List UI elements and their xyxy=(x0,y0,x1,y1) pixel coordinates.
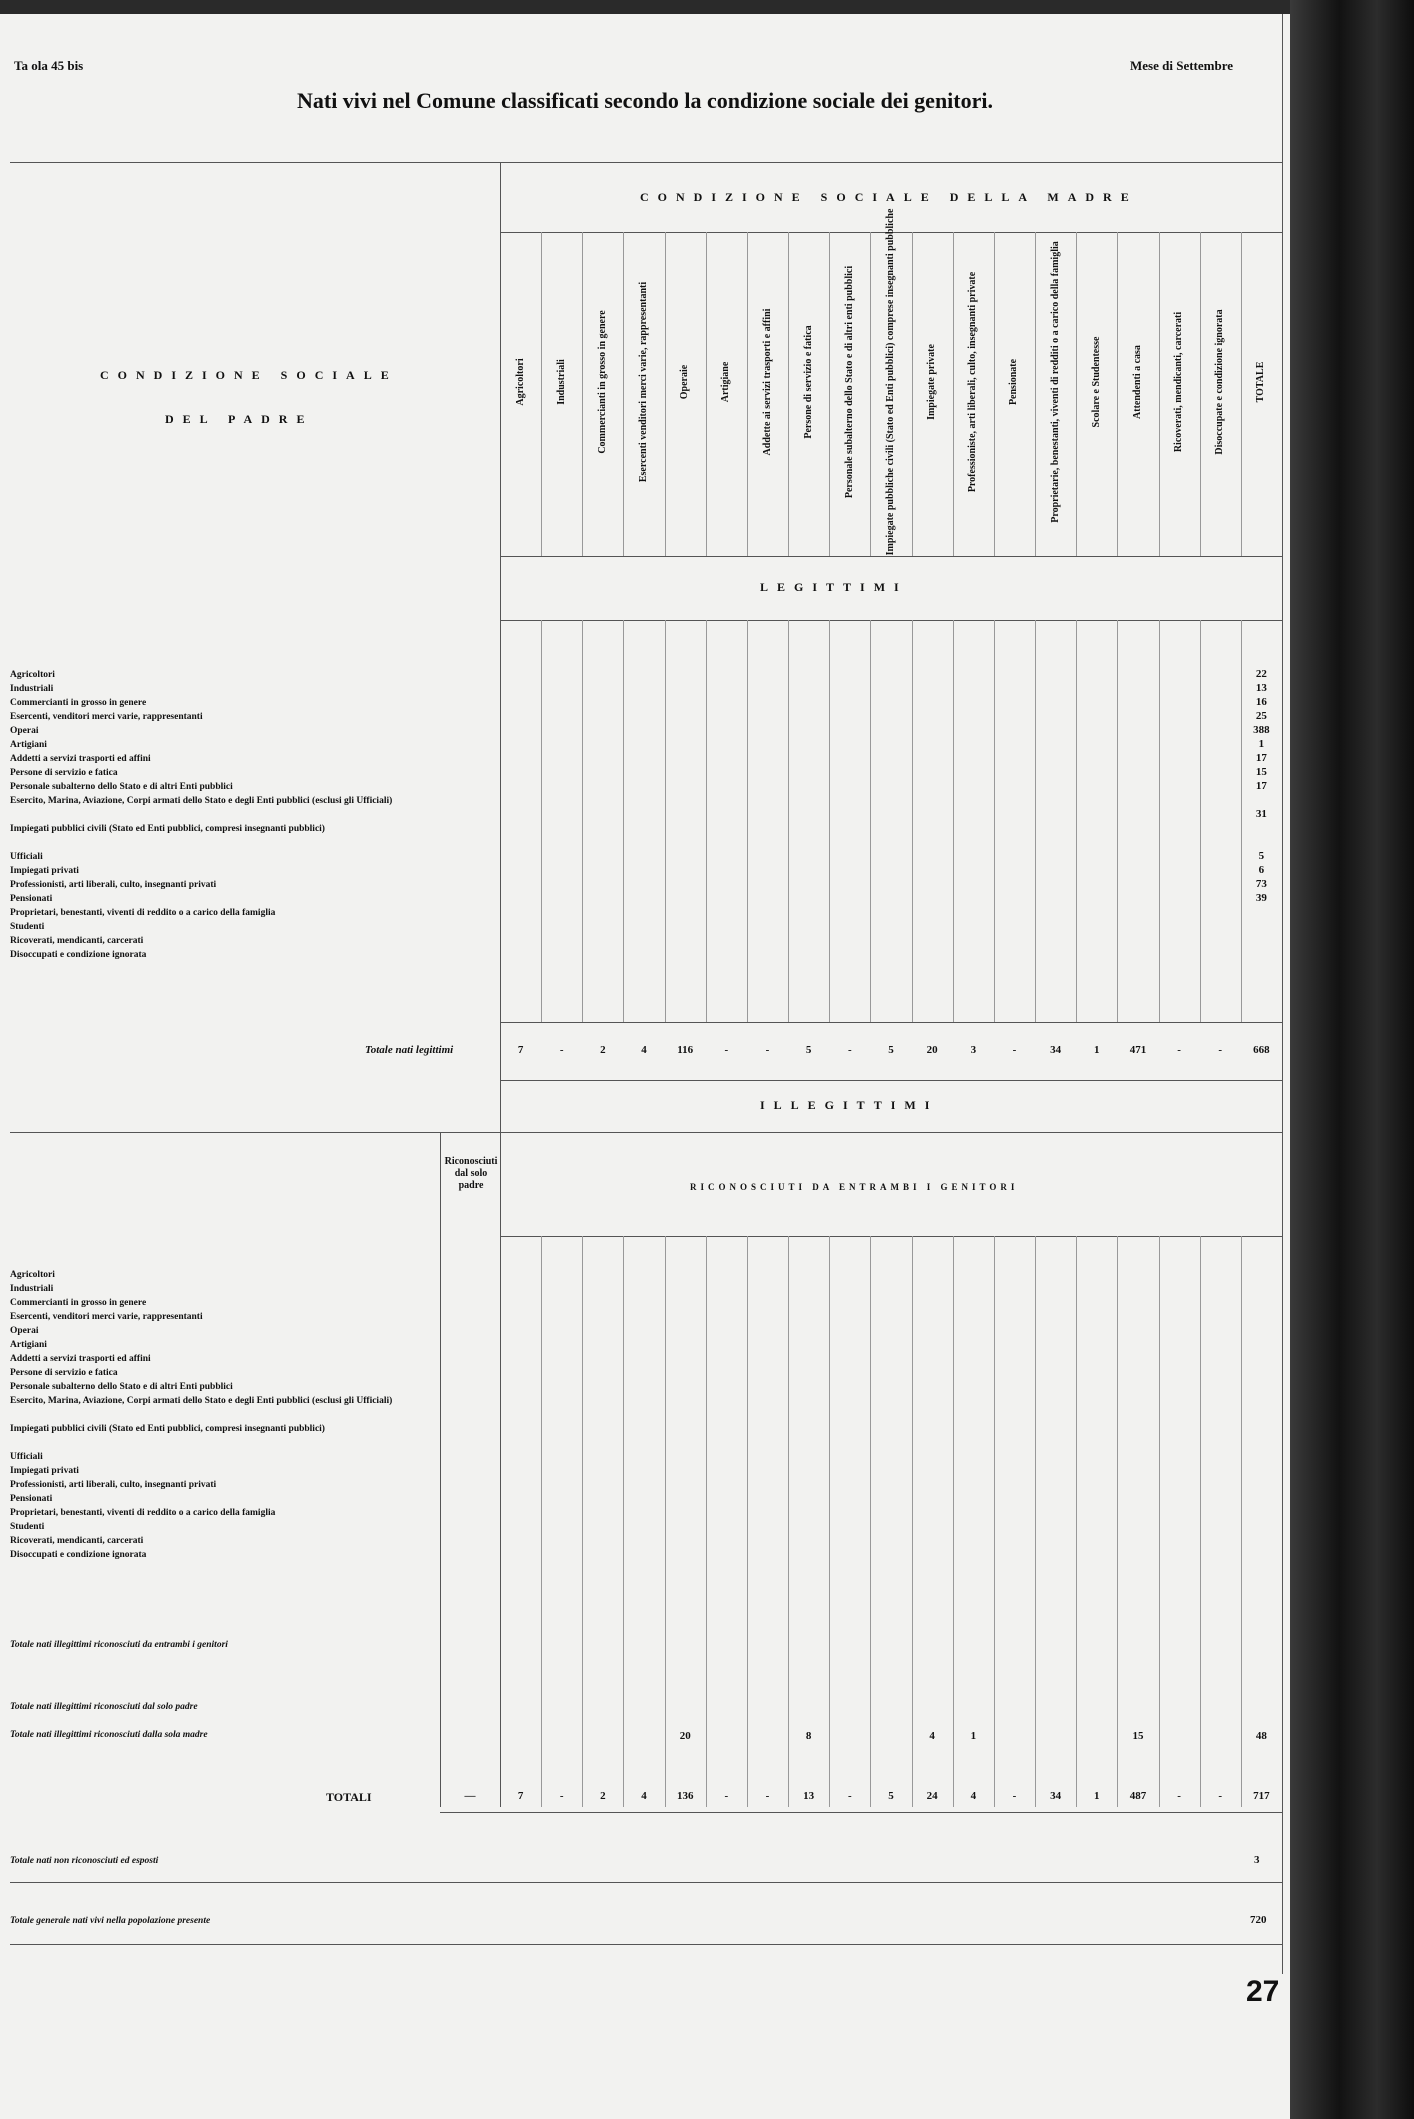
grand-total-label: Totale generale nati vivi nella popolazione presente xyxy=(10,1916,211,1926)
mother-column-header xyxy=(1035,232,1076,532)
row-label: Proprietari, benestanti, viventi di reddito o a carico della famiglia xyxy=(10,908,276,918)
mother-column-header-label: Esercenti venditori merci varie, rappresentanti xyxy=(638,281,650,483)
mother-column-header-label: Operaie xyxy=(679,364,691,400)
mother-total-label: Totale nati illegittimi riconosciuti dalla sola madre xyxy=(10,1730,208,1740)
row-label: Esercito, Marina, Aviazione, Corpi armati dello Stato e degli Enti pubblici (esclusi gli Ufficiali) xyxy=(10,796,393,806)
rule xyxy=(1241,620,1242,1022)
page-title: Nati vivi nel Comune classificati secondo la condizione sociale dei genitori. xyxy=(296,88,993,113)
table-cell: 116 xyxy=(677,1044,694,1056)
mother-column-header xyxy=(1159,232,1200,532)
book-spine-edge xyxy=(1290,0,1414,2119)
table-cell: - xyxy=(724,1044,729,1056)
rule xyxy=(1035,1236,1036,1807)
table-cell: 15 xyxy=(1255,766,1267,778)
row-label: Studenti xyxy=(10,1522,45,1532)
rule xyxy=(500,556,1282,557)
row-label: Impiegati pubblici civili (Stato ed Enti pubblici, compresi insegnanti pubblici) xyxy=(10,1424,325,1434)
table-cell: 1 xyxy=(1094,1044,1100,1056)
mother-column-header xyxy=(829,232,870,532)
table-cell: 6 xyxy=(1258,864,1265,876)
mother-column-header-label: TOTALE xyxy=(1255,361,1267,403)
rule xyxy=(665,1236,666,1807)
rule xyxy=(1117,1236,1118,1807)
table-cell: 4 xyxy=(641,1790,647,1802)
table-cell: 13 xyxy=(803,1790,815,1802)
rule xyxy=(829,620,830,1022)
table-cell: 5 xyxy=(1258,850,1265,862)
page-number: 27 xyxy=(1246,1975,1280,2008)
unrecognized-label: Totale nati non riconosciuti ed esposti xyxy=(10,1856,159,1866)
rule xyxy=(1241,1236,1242,1807)
mother-column-header-label: Commercianti in grosso in genere xyxy=(596,310,608,454)
rule xyxy=(870,1236,871,1807)
rule xyxy=(706,620,707,1022)
table-cell: 48 xyxy=(1255,1730,1267,1742)
row-label: Professionisti, arti liberali, culto, insegnanti privati xyxy=(10,1480,217,1490)
rule xyxy=(623,1236,624,1807)
rule xyxy=(994,232,995,556)
table-cell: 7 xyxy=(517,1790,524,1802)
row-label: Commercianti in grosso in genere xyxy=(10,698,147,708)
table-cell: 487 xyxy=(1129,1790,1147,1802)
table-cell: 1 xyxy=(1258,738,1265,750)
both-total-label: Totale nati illegittimi riconosciuti da entrambi i genitori xyxy=(10,1640,228,1650)
rule xyxy=(788,620,789,1022)
row-label: Ricoverati, mendicanti, carcerati xyxy=(10,936,144,946)
table-cell: 717 xyxy=(1253,1790,1270,1802)
mother-column-header xyxy=(1117,232,1158,532)
table-cell: 31 xyxy=(1255,808,1267,820)
row-label: Disoccupati e condizione ignorata xyxy=(10,1550,147,1560)
mother-column-header-label: Addette ai servizi trasporti e affini xyxy=(761,308,773,456)
rule xyxy=(912,620,913,1022)
mother-column-header xyxy=(1076,232,1117,532)
illegittimi-row-labels xyxy=(10,1268,430,1562)
table-cell: 17 xyxy=(1255,752,1267,764)
rule xyxy=(870,232,871,556)
table-cell: 4 xyxy=(641,1044,647,1056)
rule xyxy=(500,1236,1282,1237)
table-cell: 34 xyxy=(1050,1044,1062,1056)
rule xyxy=(500,620,1282,621)
grand-total-value: 720 xyxy=(1250,1914,1267,1926)
table-cell: - xyxy=(847,1790,852,1802)
table-cell: 388 xyxy=(1253,724,1270,736)
mother-column-header xyxy=(953,232,994,532)
table-cell: 136 xyxy=(676,1790,694,1802)
mother-column-header-label: Proprietarie, benestanti, viventi di redditi o a carico della famiglia xyxy=(1049,241,1061,523)
rule xyxy=(829,1236,830,1807)
rule xyxy=(10,162,1282,163)
mother-column-header-label: Industriali xyxy=(555,359,567,405)
father-heading-line2: DEL PADRE xyxy=(165,412,314,426)
table-cell: 16 xyxy=(1255,696,1267,708)
rule xyxy=(747,1236,748,1807)
legittimi-row-labels xyxy=(10,668,500,962)
rule xyxy=(541,232,542,556)
row-label: Persone di servizio e fatica xyxy=(10,768,118,778)
mother-column-header xyxy=(788,232,829,532)
both-parents-heading: RICONOSCIUTI DA ENTRAMBI I GENITORI xyxy=(690,1182,1019,1192)
table-number: Ta ola 45 bis xyxy=(14,58,84,73)
rule xyxy=(1200,1236,1201,1807)
table-cell: 8 xyxy=(805,1730,812,1742)
rule xyxy=(1076,620,1077,1022)
rule xyxy=(994,1236,995,1807)
rule xyxy=(1117,620,1118,1022)
rule xyxy=(10,1882,1282,1883)
mother-column-header-label: Ricoverati, mendicanti, carcerati xyxy=(1173,311,1185,453)
row-label: Esercenti, venditori merci varie, rappresentanti xyxy=(10,1312,203,1322)
row-label: Personale subalterno dello Stato e di altri Enti pubblici xyxy=(10,782,233,792)
rule xyxy=(1200,620,1201,1022)
rule xyxy=(912,1236,913,1807)
rule xyxy=(706,232,707,556)
mother-column-header xyxy=(747,232,788,532)
mother-heading: CONDIZIONE SOCIALE DELLA MADRE xyxy=(640,190,1138,204)
row-label: Agricoltori xyxy=(10,1270,55,1280)
table-cell: - xyxy=(1177,1790,1181,1802)
row-label: Operai xyxy=(10,1326,39,1336)
table-cell: 34 xyxy=(1050,1790,1062,1802)
table-cell: 5 xyxy=(888,1044,894,1056)
row-label: Artigiani xyxy=(10,1340,47,1350)
table-cell: — xyxy=(464,1790,476,1802)
row-label: Esercito, Marina, Aviazione, Corpi armati dello Stato e degli Enti pubblici (esclusi gli Ufficiali) xyxy=(10,1396,393,1406)
rule xyxy=(1159,620,1160,1022)
rule xyxy=(788,232,789,556)
table-cell: - xyxy=(1177,1044,1181,1056)
rule xyxy=(541,620,542,1022)
rule xyxy=(1117,232,1118,556)
rule xyxy=(1200,232,1201,556)
mother-column-header xyxy=(912,232,953,532)
table-cell: 22 xyxy=(1255,668,1267,680)
rule xyxy=(1159,232,1160,556)
rule xyxy=(1035,620,1036,1022)
rule xyxy=(1076,1236,1077,1807)
rule xyxy=(623,620,624,1022)
table-cell: 20 xyxy=(679,1730,691,1742)
legittimi-label: LEGITTIMI xyxy=(760,580,908,594)
mother-column-header xyxy=(665,232,706,532)
rule xyxy=(582,1236,583,1807)
rule xyxy=(440,1132,441,1807)
rule xyxy=(582,232,583,556)
row-label: Studenti xyxy=(10,922,45,932)
mother-column-header xyxy=(623,232,664,532)
rule xyxy=(953,232,954,556)
rule xyxy=(912,232,913,556)
table-cell: - xyxy=(1218,1044,1223,1056)
table-cell: 39 xyxy=(1255,892,1267,904)
table-cell: - xyxy=(1218,1790,1223,1802)
table-cell: 4 xyxy=(929,1730,935,1742)
mother-column-header-label: Agricoltori xyxy=(514,358,526,406)
table-cell: 13 xyxy=(1255,682,1267,694)
father-heading-line1: CONDIZIONE SOCIALE xyxy=(100,368,398,382)
table-cell: - xyxy=(1012,1044,1017,1056)
mother-column-header xyxy=(541,232,582,532)
table-cell: 24 xyxy=(926,1790,938,1802)
rule xyxy=(582,620,583,1022)
rule xyxy=(953,620,954,1022)
totali-label: TOTALI xyxy=(326,1790,372,1804)
table-cell: - xyxy=(847,1044,852,1056)
rule xyxy=(953,1236,954,1807)
table-cell: - xyxy=(765,1044,770,1056)
table-cell: 5 xyxy=(888,1790,894,1802)
rule xyxy=(665,232,666,556)
mother-column-header-label: Disoccupate e condizione ignorata xyxy=(1214,309,1226,455)
row-label: Impiegati privati xyxy=(10,866,79,876)
rule xyxy=(994,620,995,1022)
table-cell: 25 xyxy=(1255,710,1267,722)
rule xyxy=(747,620,748,1022)
rule xyxy=(500,1080,1282,1081)
rule xyxy=(1035,232,1036,556)
mother-column-header-label: Personale subalterno dello Stato e di altri enti pubblici xyxy=(843,265,855,499)
table-cell: - xyxy=(559,1790,564,1802)
row-label: Proprietari, benestanti, viventi di reddito o a carico della famiglia xyxy=(10,1508,276,1518)
row-label: Personale subalterno dello Stato e di altri Enti pubblici xyxy=(10,1382,233,1392)
row-label: Industriali xyxy=(10,1284,54,1294)
month-label: Mese di Settembre xyxy=(1130,58,1234,73)
rule xyxy=(747,232,748,556)
rule xyxy=(440,1812,1282,1813)
rule xyxy=(829,232,830,556)
mother-column-header xyxy=(994,232,1035,532)
row-label: Operai xyxy=(10,726,39,736)
table-cell: - xyxy=(1012,1790,1017,1802)
table-cell: 4 xyxy=(970,1790,977,1802)
row-label: Pensionati xyxy=(10,894,53,904)
father-total-label: Totale nati illegittimi riconosciuti dal solo padre xyxy=(10,1702,198,1712)
row-label: Impiegati privati xyxy=(10,1466,79,1476)
table-cell: - xyxy=(559,1044,564,1056)
table-cell: 2 xyxy=(600,1790,606,1802)
father-only-heading: Riconosciuti dal solo padre xyxy=(444,1156,498,1191)
table-cell: 7 xyxy=(517,1044,524,1056)
table-cell: 1 xyxy=(1094,1790,1100,1802)
row-label: Industriali xyxy=(10,684,54,694)
rule xyxy=(1076,232,1077,556)
row-label: Persone di servizio e fatica xyxy=(10,1368,118,1378)
row-label: Commercianti in grosso in genere xyxy=(10,1298,147,1308)
mother-column-header xyxy=(500,232,541,532)
table-cell: 20 xyxy=(926,1044,938,1056)
table-cell: - xyxy=(724,1790,729,1802)
rule xyxy=(706,1236,707,1807)
mother-column-header-label: Artigiane xyxy=(720,361,732,403)
row-label: Ricoverati, mendicanti, carcerati xyxy=(10,1536,144,1546)
mother-column-header-label: Pensionate xyxy=(1008,358,1020,406)
row-label: Pensionati xyxy=(10,1494,53,1504)
unrecognized-value: 3 xyxy=(1254,1854,1260,1866)
row-label: Ufficiali xyxy=(10,852,43,862)
page-top-edge xyxy=(0,0,1290,14)
rule xyxy=(1159,1236,1160,1807)
table-cell: 3 xyxy=(970,1044,977,1056)
table-cell: - xyxy=(765,1790,770,1802)
table-cell: 2 xyxy=(600,1044,606,1056)
rule xyxy=(541,1236,542,1807)
row-label: Addetti a servizi trasporti ed affini xyxy=(10,754,151,764)
illegittimi-label: ILLEGITTIMI xyxy=(760,1098,939,1112)
row-label: Agricoltori xyxy=(10,670,55,680)
row-label: Addetti a servizi trasporti ed affini xyxy=(10,1354,151,1364)
mother-column-header xyxy=(706,232,747,532)
table-cell: 668 xyxy=(1253,1044,1270,1056)
table-cell: 17 xyxy=(1255,780,1267,792)
mother-column-header xyxy=(582,232,623,532)
mother-column-header-label: Impiegate private xyxy=(926,344,938,420)
mother-column-header-label: Attendenti a casa xyxy=(1131,345,1143,419)
row-label: Ufficiali xyxy=(10,1452,43,1462)
row-label: Impiegati pubblici civili (Stato ed Enti pubblici, compresi insegnanti pubblici) xyxy=(10,824,325,834)
mother-column-header xyxy=(1200,232,1241,532)
table-cell: 15 xyxy=(1132,1730,1144,1742)
mother-column-header-label: Persone di servizio e fatica xyxy=(802,325,814,439)
rule xyxy=(500,1022,1282,1023)
mother-column-header-label: Scolare e Studentesse xyxy=(1090,336,1102,428)
rule xyxy=(623,232,624,556)
table-cell: 73 xyxy=(1255,878,1267,890)
row-label: Disoccupati e condizione ignorata xyxy=(10,950,147,960)
table-cell: 5 xyxy=(805,1044,812,1056)
rule xyxy=(500,1132,501,1807)
rule xyxy=(870,620,871,1022)
mother-column-header-label: Impiegate pubbliche civili (Stato ed Enti pubblici) comprese insegnanti pubbliche xyxy=(884,208,896,556)
rule xyxy=(10,1132,1282,1133)
rule xyxy=(10,1944,1282,1945)
table-cell: 471 xyxy=(1129,1044,1147,1056)
mother-column-header xyxy=(870,208,911,556)
rule xyxy=(665,620,666,1022)
rule xyxy=(1241,232,1242,556)
row-label: Professionisti, arti liberali, culto, insegnanti privati xyxy=(10,880,217,890)
rule xyxy=(788,1236,789,1807)
legittimi-total-label: Totale nati legittimi xyxy=(365,1044,454,1056)
rule xyxy=(1282,14,1283,1974)
mother-column-header xyxy=(1241,232,1282,532)
mother-column-header-label: Professioniste, arti liberali, culto, insegnanti private xyxy=(967,271,979,493)
row-label: Artigiani xyxy=(10,740,47,750)
table-cell: 1 xyxy=(970,1730,977,1742)
row-label: Esercenti, venditori merci varie, rappresentanti xyxy=(10,712,203,722)
